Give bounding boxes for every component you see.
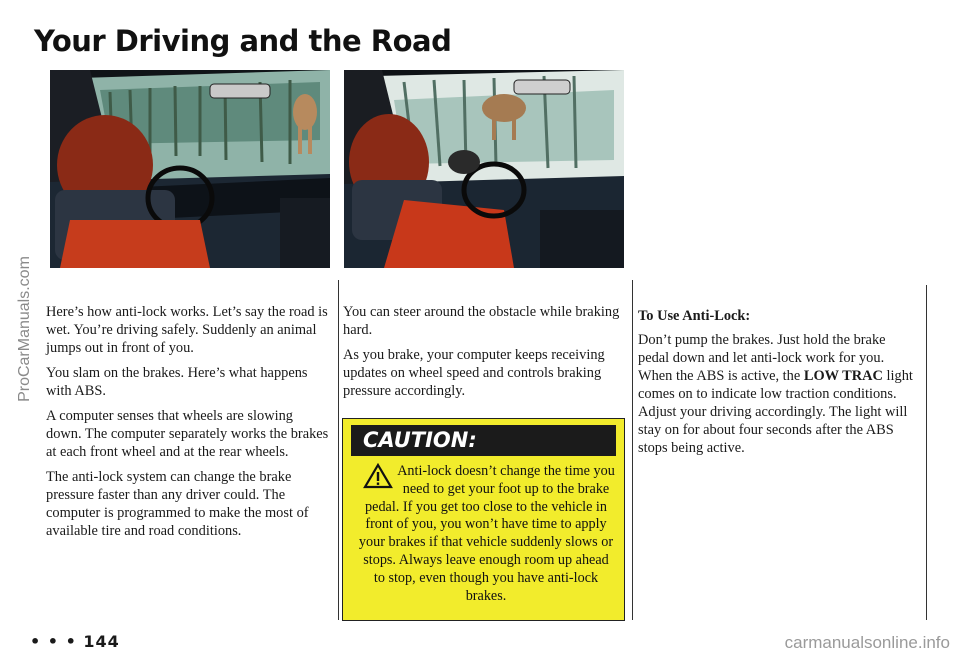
column-3	[638, 307, 914, 464]
caution-heading: CAUTION:	[351, 425, 616, 456]
column-divider	[926, 285, 927, 620]
side-watermark: ProCarManuals.com	[16, 256, 33, 402]
caution-text: Anti-lock doesn’t change the time you need to get your foot up to the brake pedal. If you get too close to the vehicle in front of you, you won’t have time to apply your brakes if that vehicle suddenly slows or stops. Always leave enough room up ahead to stop, even though you have anti-lock brakes.	[358, 463, 615, 604]
column-divider	[632, 280, 633, 620]
column-divider	[338, 280, 339, 620]
paragraph	[638, 331, 914, 457]
paragraph: A computer senses that wheels are slowing down. The computer separately works the brakes at each front wheel and at the rear wheels.	[46, 408, 329, 460]
low-trac-label: LOW TRAC	[803, 368, 883, 384]
footer-watermark: carmanualsonline.info	[784, 633, 950, 652]
paragraph-text: light comes on to indicate low traction conditions. Adjust your driving accordingly. The light will stay on for about four seconds after the ABS stops being active.	[638, 368, 913, 456]
column-2	[343, 303, 627, 407]
page-title: Your Driving and the Road	[34, 24, 452, 58]
paragraph: As you brake, your computer keeps receiving updates on wheel speed and controls braking pressure accordingly.	[343, 347, 605, 399]
paragraph: You slam on the brakes. Here’s what happens with ABS.	[46, 365, 308, 399]
caution-text-block	[357, 463, 615, 605]
driver-braking-steering-icon	[344, 70, 624, 268]
section-heading: To Use Anti-Lock:	[638, 308, 751, 324]
page-number-prefix: • • •	[30, 632, 77, 651]
paragraph: Here’s how anti-lock works. Let’s say the road is wet. You’re driving safely. Suddenly an animal jumps out in front of you.	[46, 304, 328, 356]
paragraph-text: Don’t pump the brakes. Just hold the brake pedal down and let anti-lock work for you. When the ABS is active, the	[638, 332, 886, 384]
paragraph: The anti-lock system can change the brake pressure faster than any driver could. The computer is programmed to make the most of available tire and road conditions.	[46, 469, 309, 539]
page-number-value: 144	[83, 632, 120, 651]
page-number	[30, 632, 120, 651]
paragraph: You can steer around the obstacle while braking hard.	[343, 304, 620, 338]
column-1	[46, 303, 332, 547]
warning-triangle-icon	[363, 463, 393, 489]
caution-box	[342, 418, 625, 621]
driver-animal-ahead-icon	[50, 70, 330, 268]
